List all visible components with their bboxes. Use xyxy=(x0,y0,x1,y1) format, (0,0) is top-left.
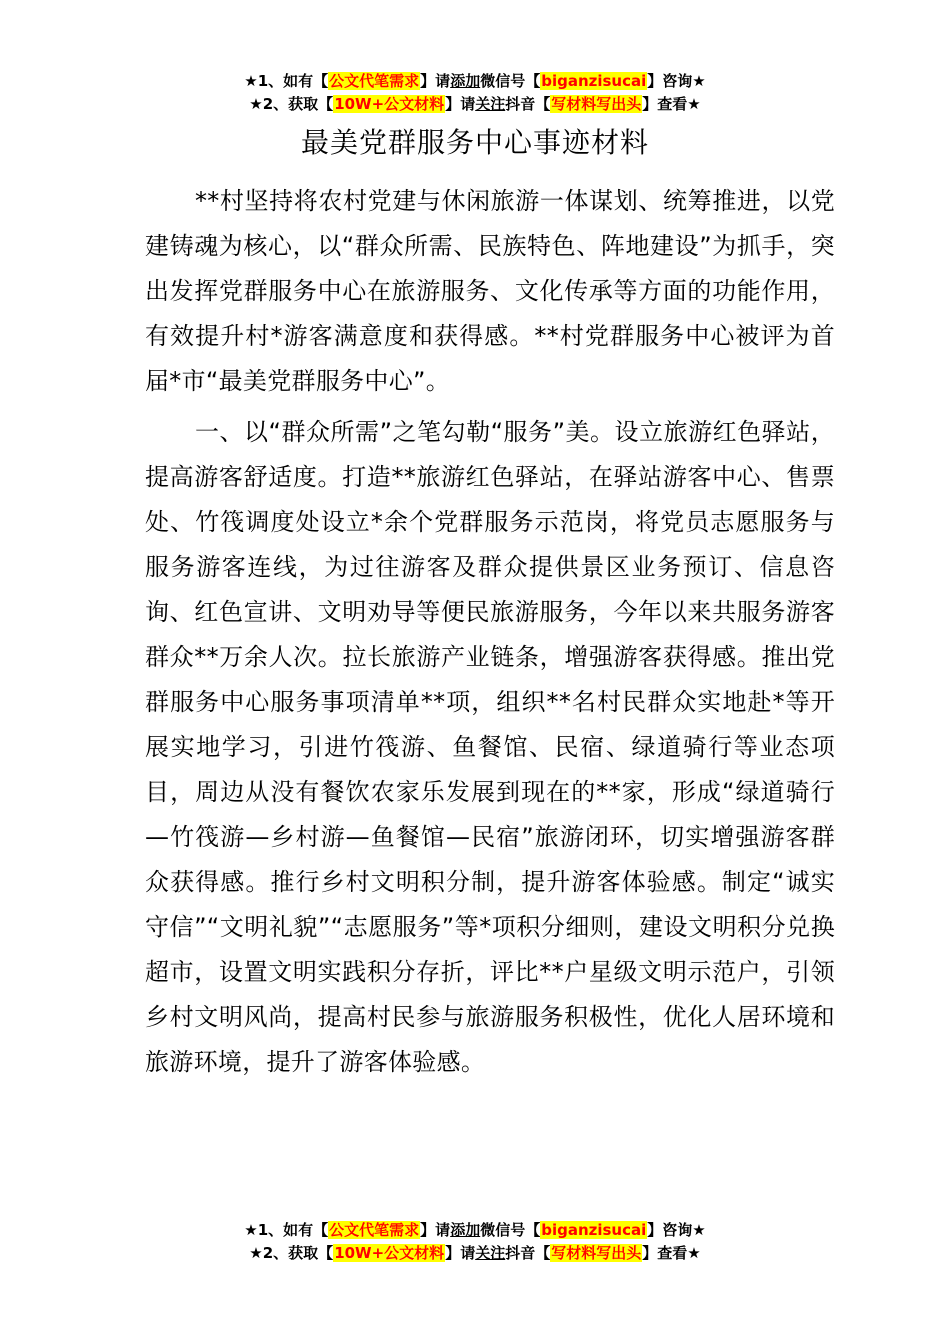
highlight-wechat-id: biganzisucai xyxy=(541,1221,647,1239)
promo-line-1: ★1、如有【公文代笔需求】请添加微信号【biganzisucai】咨询★ xyxy=(244,1221,706,1239)
paragraph-intro: **村坚持将农村党建与休闲旅游一体谋划、统筹推进，以党建铸魂为核心，以“群众所需、民族特色、阵地建设”为抓手，突出发挥党群服务中心在旅游服务、文化传承等方面的功能作用，有效提升村*游客满意度和获得感。**村党群服务中心被评为首届*市“最美党群服务中心”。 xyxy=(145,187,835,395)
highlight-service: 公文代笔需求 xyxy=(329,72,420,90)
highlight-douyin-id: 写材料写出头 xyxy=(551,95,642,113)
highlight-service: 公文代笔需求 xyxy=(329,1221,420,1239)
promo-line-1: ★1、如有【公文代笔需求】请添加微信号【biganzisucai】咨询★ xyxy=(244,72,706,90)
highlight-materials: 10W+公文材料 xyxy=(334,95,445,113)
paragraph-section-1: 一、以“群众所需”之笔勾勒“服务”美。设立旅游红色驿站，提高游客舒适度。打造**旅游红色驿站，在驿站游客中心、售票处、竹筏调度处设立*余个党群服务示范岗，将党员志愿服务与服务游客连线，为过往游客及群众提供景区业务预订、信息咨询、红色宣讲、文明劝导等便民旅游服务，今年以来共服务游客群众**万余人次。拉长旅游产业链条，增强游客获得感。推出党群服务中心服务事项清单**项，组织**名村民群众实地赴*等开展实地学习，引进竹筏游、鱼餐馆、民宿、绿道骑行等业态项目，周边从没有餐饮农家乐发展到现在的**家，形成“绿道骑行—竹筏游—乡村游—鱼餐馆—民宿”旅游闭环，切实增强游客群众获得感。推行乡村文明积分制，提升游客体验感。制定“诚实守信”“文明礼貌”“志愿服务”等*项积分细则，建设文明积分兑换超市，设置文明实践积分存折，评比**户星级文明示范户，引领乡村文明风尚，提高村民参与旅游服务积极性，优化人居环境和旅游环境，提升了游客体验感。 xyxy=(145,418,835,1076)
highlight-douyin-id: 写材料写出头 xyxy=(551,1244,642,1262)
highlight-wechat-id: biganzisucai xyxy=(541,72,647,90)
header-promo-banner xyxy=(0,70,950,116)
footer-promo-banner xyxy=(0,1219,950,1265)
promo-line-2: ★2、获取【10W+公文材料】请关注抖音【写材料写出头】查看★ xyxy=(249,1244,701,1262)
document-title: 最美党群服务中心事迹材料 xyxy=(300,126,649,159)
highlight-materials: 10W+公文材料 xyxy=(334,1244,445,1262)
promo-line-2: ★2、获取【10W+公文材料】请关注抖音【写材料写出头】查看★ xyxy=(249,95,701,113)
